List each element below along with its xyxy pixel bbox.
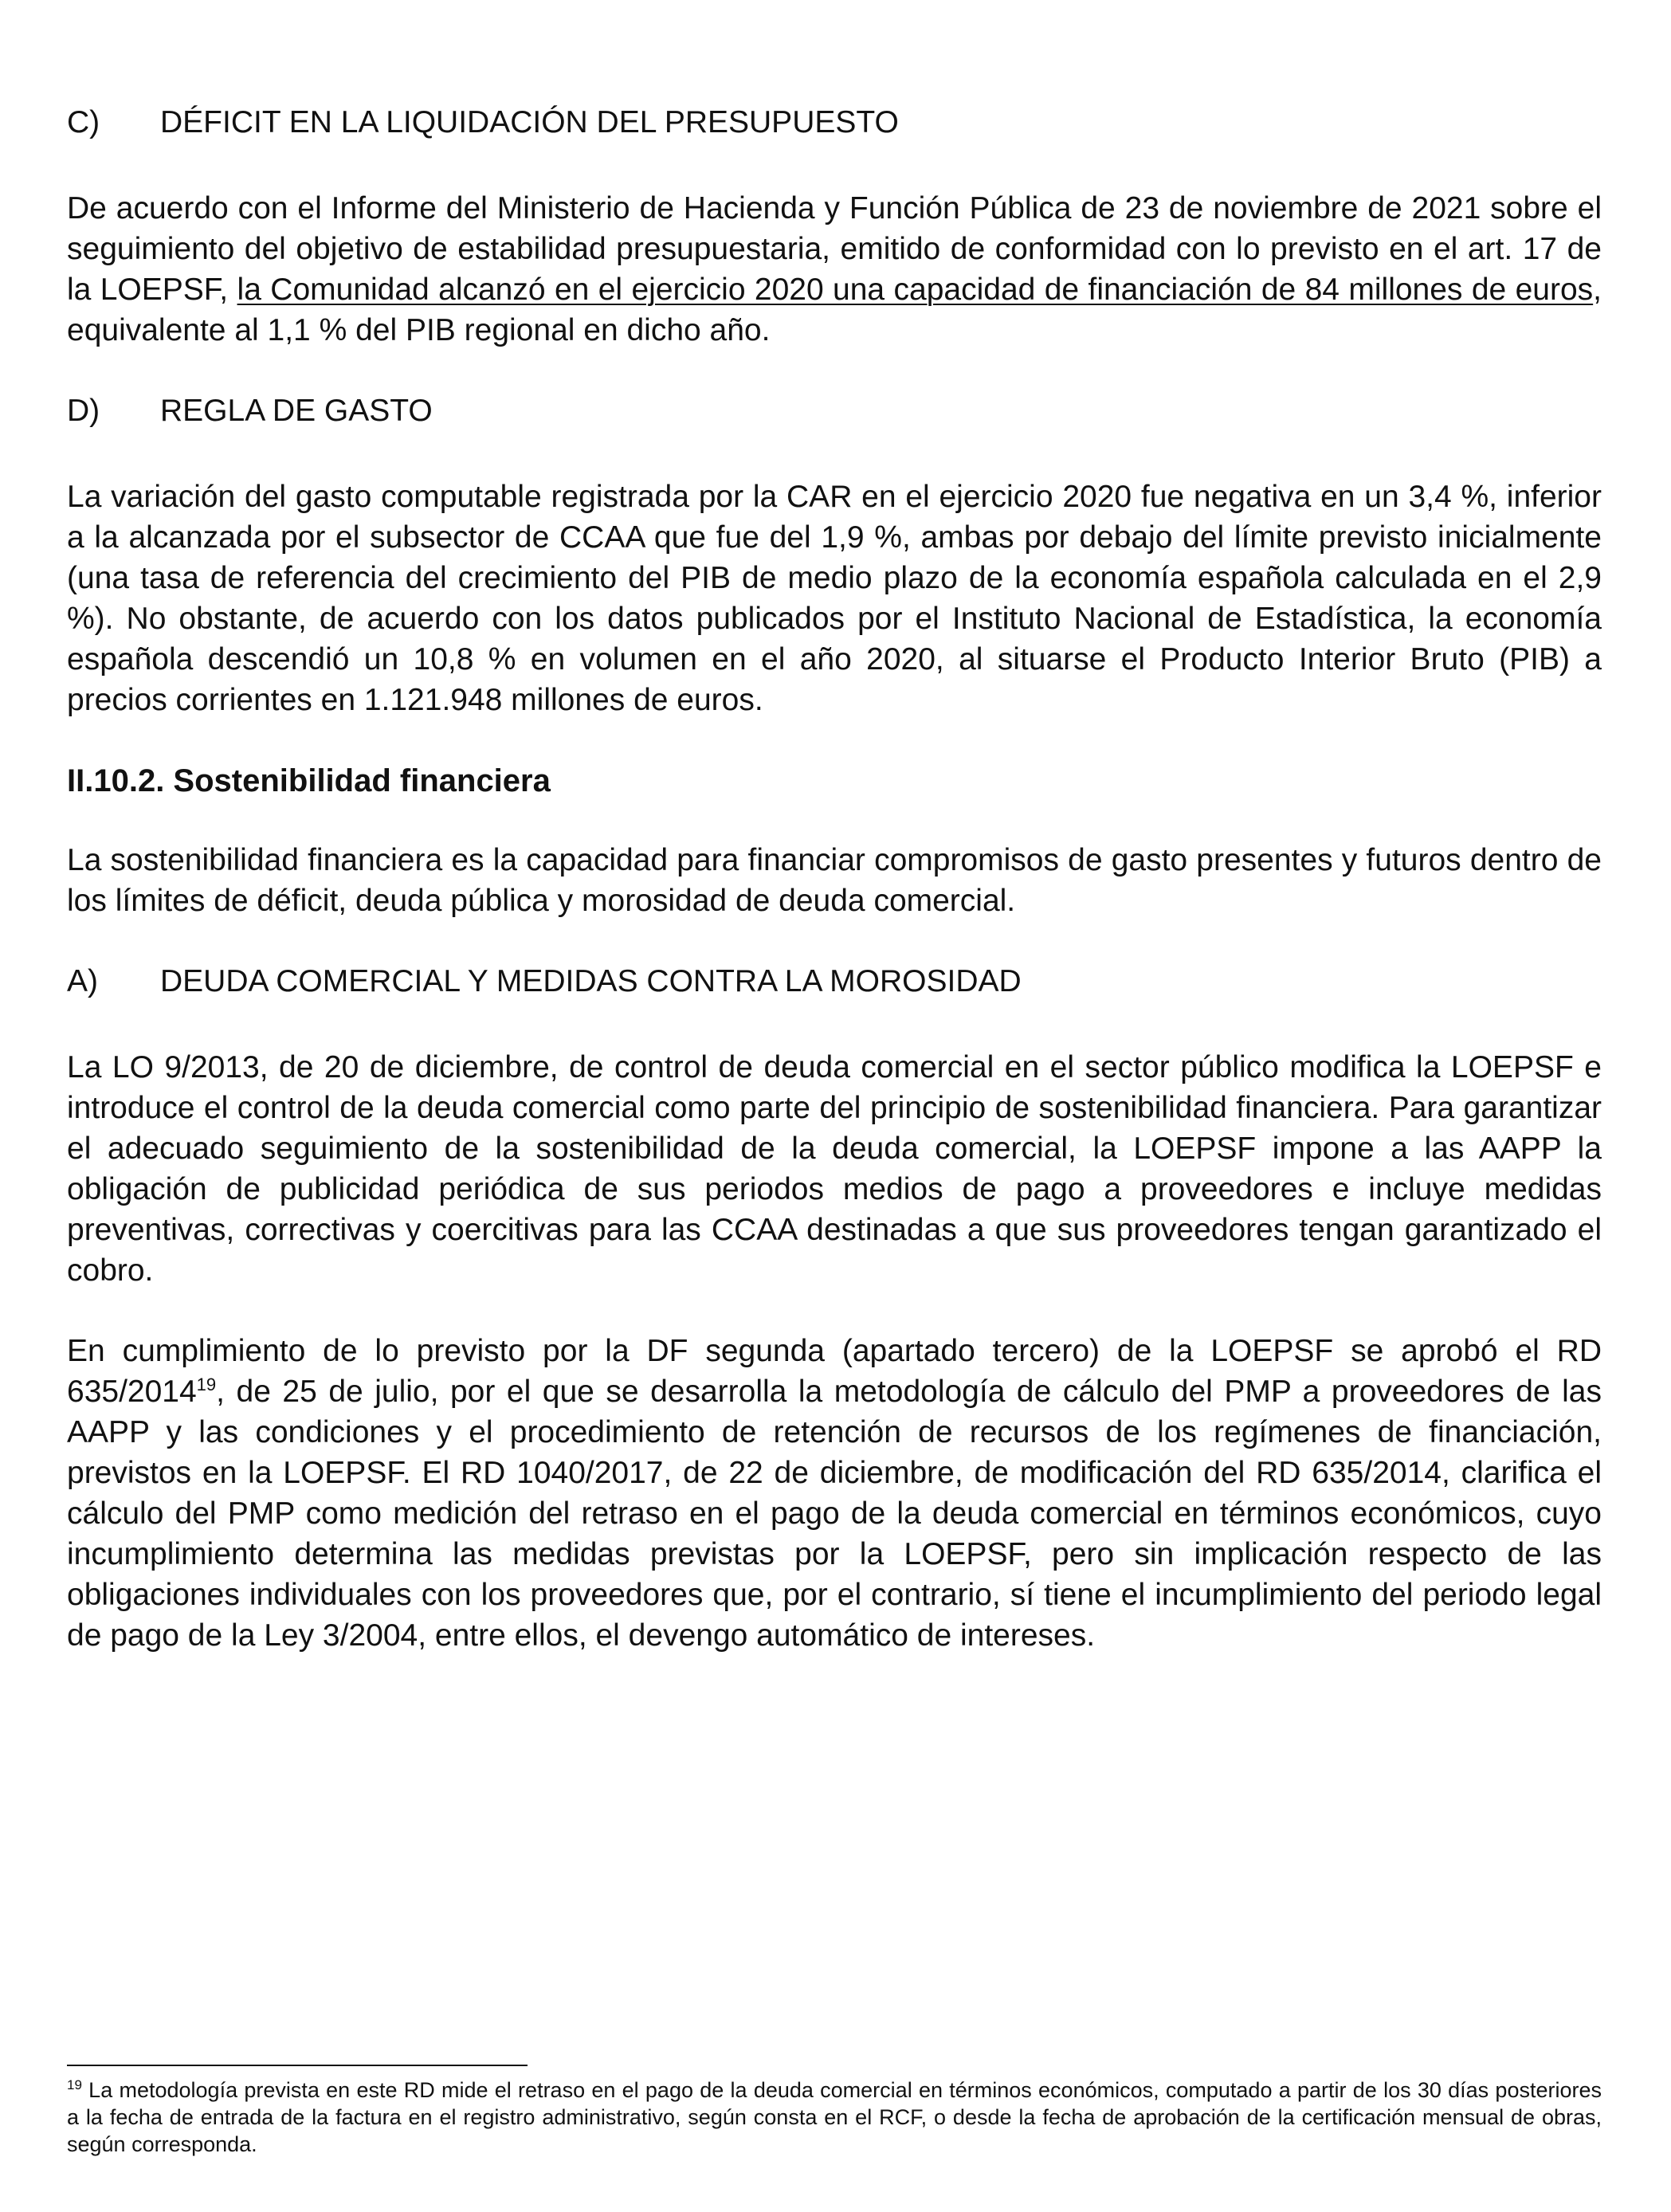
heading-deficit <box>67 102 1602 143</box>
heading-letter: A) <box>67 964 98 998</box>
footnote-number: 19 <box>67 2077 82 2092</box>
paragraph-text: En cumplimiento de lo previsto por la DF segunda (apartado tercero) de la LOEPSF se aprobó el RD 635/2014 <box>67 1334 1602 1409</box>
paragraph-regla-gasto: La variación del gasto computable registrada por la CAR en el ejercicio 2020 fue negativa en un 3,4 %, inferior a la alcanzada por el subsector de CCAA que fue del 1,9 %, ambas por debajo del límite previsto inicialmente (una tasa de referencia del crecimiento del PIB de medio plazo de la economía española calculada en el 2,9 %). No obstante, de acuerdo con los datos publicados por el Instituto Nacional de Estadística, la economía española descendió un 10,8 % en volumen en el año 2020, al situarse el Producto Interior Bruto (PIB) a precios corrientes en 1.121.948 millones de euros. <box>67 480 1602 717</box>
heading-title: DEUDA COMERCIAL Y MEDIDAS CONTRA LA MOROSIDAD <box>160 964 1022 998</box>
heading-letter: C) <box>67 105 100 139</box>
heading-deuda-comercial <box>67 961 1602 1002</box>
footnote <box>67 2077 1602 2158</box>
footnote-reference[interactable]: 19 <box>196 1375 217 1394</box>
heading-title: REGLA DE GASTO <box>160 394 433 428</box>
heading-title: DÉFICIT EN LA LIQUIDACIÓN DEL PRESUPUESTO <box>160 105 899 139</box>
footnote-divider <box>67 2065 528 2066</box>
underlined-text: la Comunidad alcanzó en el ejercicio 2020 una capacidad de financiación de 84 millones de euros <box>237 273 1594 307</box>
paragraph-deficit <box>67 188 1602 351</box>
document-body <box>67 102 1602 1696</box>
paragraph-text: , de 25 de julio, por el que se desarrolla la metodología de cálculo del PMP a proveedores de las AAPP y las condiciones y el procedimiento de retención de recursos de los regímenes de financiación, previstos en la LOEPSF. El RD 1040/2017, de 22 de diciembre, de modificación del RD 635/2014, clarifica el cálculo del PMP como medición del retraso en el pago de la deuda comercial en términos económicos, cuyo incumplimiento determina las medidas previstas por la LOEPSF, pero sin implicación respecto de las obligaciones individuales con los proveedores que, por el contrario, sí tiene el incumplimiento del periodo legal de pago de la Ley 3/2004, entre ellos, el devengo automático de intereses. <box>67 1375 1602 1653</box>
heading-regla-gasto <box>67 390 1602 432</box>
paragraph-rd-635-2014 <box>67 1331 1602 1656</box>
paragraph-lo-9-2013: La LO 9/2013, de 20 de diciembre, de control de deuda comercial en el sector público modifica la LOEPSF e introduce el control de la deuda comercial como parte del principio de sostenibilidad financiera. Para garantizar el adecuado seguimiento de la sostenibilidad de la deuda comercial, la LOEPSF impone a las AAPP la obligación de publicidad periódica de sus periodos medios de pago a proveedores e incluye medidas preventivas, correctivas y coercitivas para las CCAA destinadas a que sus proveedores tengan garantizado el cobro. <box>67 1050 1602 1288</box>
section-title-sostenibilidad: II.10.2. Sostenibilidad financiera <box>67 763 551 798</box>
paragraph-sostenibilidad: La sostenibilidad financiera es la capacidad para financiar compromisos de gasto presentes y futuros dentro de los límites de déficit, deuda pública y morosidad de deuda comercial. <box>67 843 1602 918</box>
paragraph-text: , equivalente al 1,1 % del PIB regional en dicho año. <box>67 273 1602 347</box>
footnote-text: La metodología prevista en este RD mide el retraso en el pago de la deuda comercial en términos económicos, computado a partir de los 30 días posteriores a la fecha de entrada de la factura en el registro administrativo, según consta en el RCF, o desde la fecha de aprobación de la certificación mensual de obras, según corresponda. <box>67 2078 1602 2156</box>
heading-letter: D) <box>67 394 100 428</box>
paragraph-text: De acuerdo con el Informe del Ministerio de Hacienda y Función Pública de 23 de noviembre de 2021 sobre el seguimiento del objetivo de estabilidad presupuestaria, emitido de conformidad con lo previsto en el art. 17 de la LOEPSF, <box>67 191 1602 307</box>
